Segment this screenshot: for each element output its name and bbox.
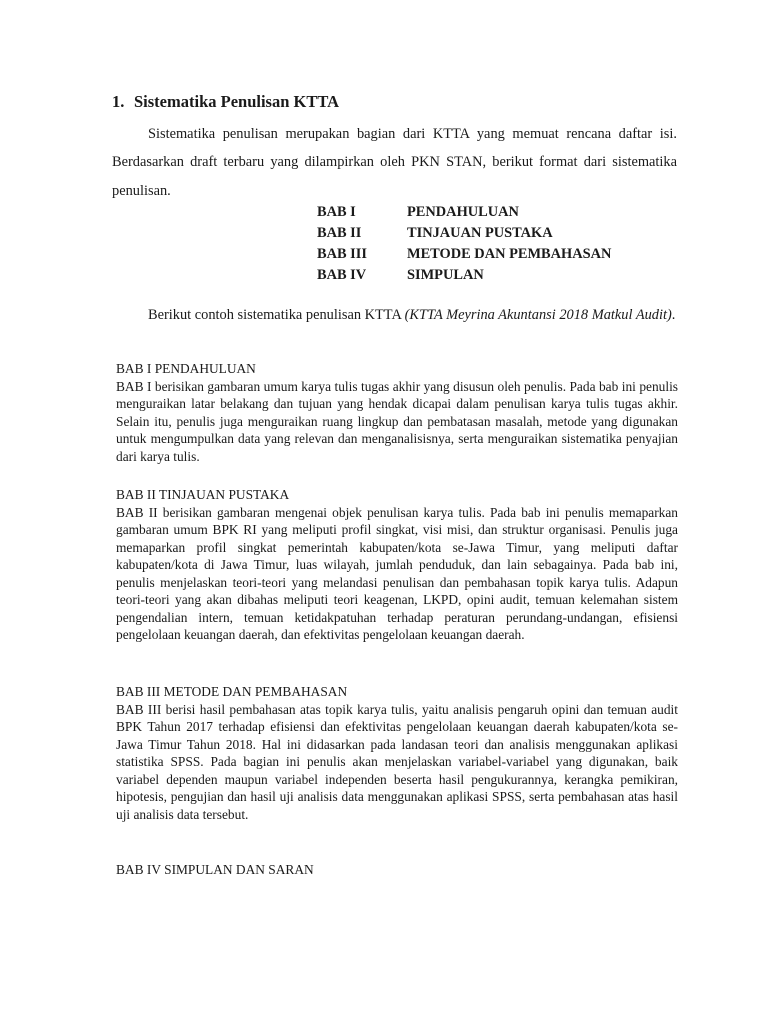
section-bab-4 [116,861,678,879]
bab-list-row [317,265,611,286]
bab-list-row [317,223,611,244]
example-text: Berikut contoh sistematika penulisan KTTA [148,307,405,323]
bab-list-row [317,202,611,223]
bab-code: BAB I [317,204,356,220]
bab-code: BAB III [317,246,367,262]
example-source: (KTTA Meyrina Akuntansi 2018 Matkul Audit) [404,307,672,323]
section-title: BAB II TINJAUAN PUSTAKA [116,487,290,502]
bab-code: BAB IV [317,267,367,283]
bab-title: PENDAHULUAN [407,204,519,220]
bab-title: SIMPULAN [407,267,484,283]
section-bab-3 [116,683,678,823]
bab-title: TINJAUAN PUSTAKA [407,225,553,241]
section-title: BAB IV SIMPULAN DAN SARAN [116,862,314,877]
section-body: BAB III berisi hasil pembahasan atas topik karya tulis, yaitu analisis pengaruh opini dan temuan audit BPK Tahun 2017 terhadap efisiensi dan efektivitas pengelolaan keuangan daerah kabupaten/kota se-Jawa Timur Tahun 2018. Hal ini didasarkan pada landasan teori dan analisis menggunakan aplikasi statistika SPSS. Pada bagian ini penulis akan menjelaskan variabel-variabel yang digunakan, baik variabel dependen maupun variabel independen beserta hasil pengukurannya, kerangka pemikiran, hipotesis, pengujian dan hasil uji analisis data menggunakan aplikasi SPSS, serta pembahasan atas hasil uji analisis data tersebut. [116,701,678,822]
section-bab-2 [116,486,678,644]
bab-list-row [317,244,611,265]
section-body: BAB II berisikan gambaran mengenai objek penulisan karya tulis. Pada bab ini penulis memaparkan gambaran umum BPK RI yang meliputi profil singkat, visi misi, dan struktur organisasi. Penulis juga memaparkan profil singkat pemerintah kabupaten/kota se-Jawa Timur, yang meliputi daftar kabupaten/kota di Jawa Timur, luas wilayah, jumlah penduduk, dan lain sebagainya. Pada bab ini, penulis menjelaskan teori-teori yang melandasi penulisan dan pembahasan topik karya tulis. Adapun teori-teori yang akan dibahas meliputi teori keagenan, LKPD, opini audit, temuan kelemahan sistem pengendalian intern, temuan ketidakpatuhan terhadap peraturan perundang-undangan, efisiensi pengelolaan keuangan daerah, dan efektivitas pengelolaan keuangan daerah. [116,504,678,642]
section-body: BAB I berisikan gambaran umum karya tulis tugas akhir yang disusun oleh penulis. Pada bab ini penulis menguraikan latar belakang dan tujuan yang hendak dicapai dalam penulisan karya tulis tugas akhir. Selain itu, penulis juga menguraikan ruang lingkup dan pembatasan masalah, metode yang digunakan untuk mengumpulkan data yang relevan dan menganalisisnya, serta menguraikan sistematika penyajian dari karya tulis. [116,378,678,464]
example-end: . [671,307,676,323]
example-paragraph [112,301,677,329]
section-title: BAB III METODE DAN PEMBAHASAN [116,684,348,699]
bab-code: BAB II [317,225,362,241]
bab-title: METODE DAN PEMBAHASAN [407,246,612,262]
section-bab-1 [116,360,678,465]
heading-number: 1. [112,92,125,111]
section-title: BAB I PENDAHULUAN [116,361,256,376]
section-heading [112,92,339,112]
intro-paragraph: Sistematika penulisan merupakan bagian dari KTTA yang memuat rencana daftar isi. Berdasarkan draft terbaru yang dilampirkan oleh PKN STAN, berikut format dari sistematika penulisan. [112,126,677,199]
bab-list [317,202,611,286]
heading-title: Sistematika Penulisan KTTA [134,92,340,111]
